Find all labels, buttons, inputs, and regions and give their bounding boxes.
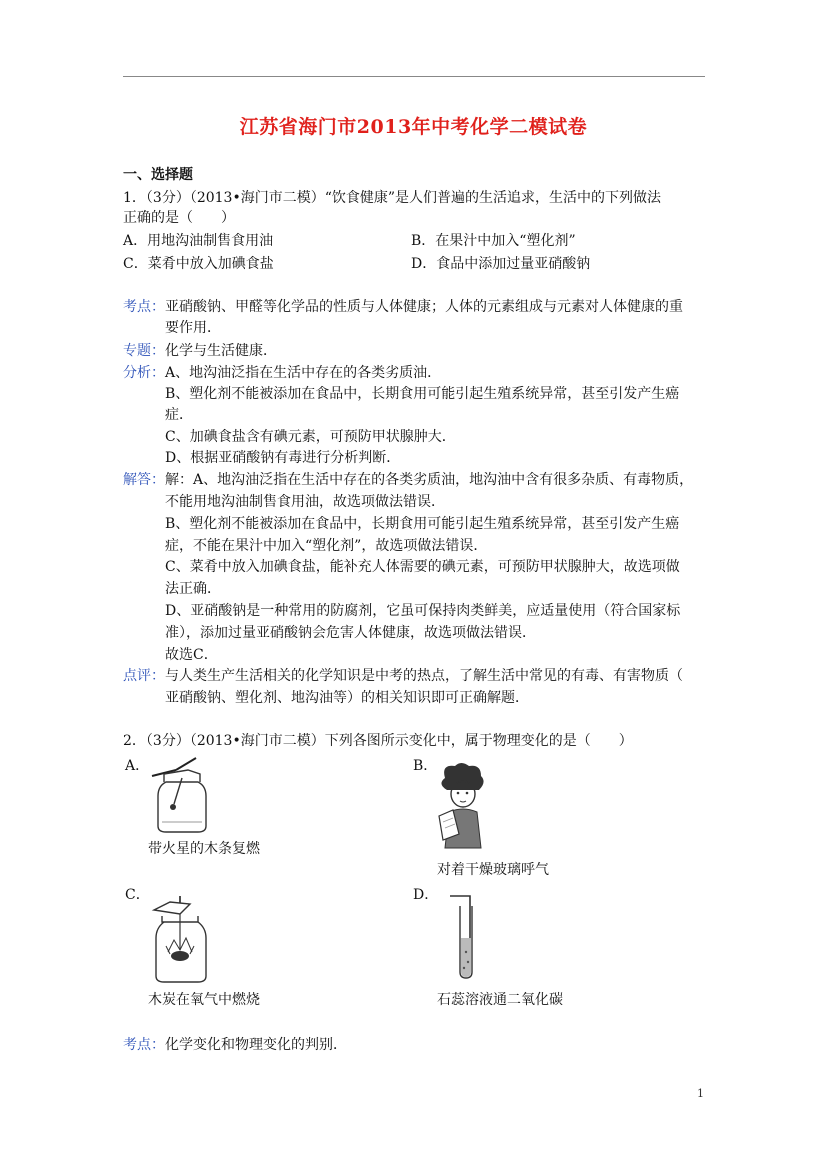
q2-option-c-letter: C．: [125, 887, 150, 903]
q1-stem-line2: 正确的是（ ）: [123, 210, 235, 226]
q1-fenxi-line3: 症．: [165, 407, 193, 423]
litmus-test-tube-illustration: [448, 892, 488, 980]
q1-fenxi-line5: D、根据亚硝酸钠有毒进行分析判断．: [165, 450, 401, 466]
q2-kaodian: 化学变化和物理变化的判别．: [165, 1037, 347, 1053]
q2-option-b-letter: B．: [413, 758, 438, 774]
q1-jieda-line6: 法正确．: [165, 581, 221, 597]
q1-stem-line1: 1．（3分）（2013•海门市二模）“饮食健康”是人们普遍的生活追求，生活中的下列做法: [123, 190, 662, 206]
page-title: 江苏省海门市2013年中考化学二模试卷: [239, 116, 588, 138]
q1-jieda-line4: 症，不能在果汁中加入“塑化剂”，故选项做法错误．: [165, 538, 488, 554]
jar-glowing-splint-illustration: [148, 756, 216, 834]
q1-option-b: B．在果汁中加入“塑化剂”: [411, 233, 576, 249]
q1-jieda-label: 解答：: [123, 472, 165, 488]
q1-jieda-line5: C、菜肴中放入加碘食盐，能补充人体需要的碘元素，可预防甲状腺肿大，故选项做: [165, 559, 680, 575]
q1-zhuanti-label: 专题：: [123, 343, 165, 359]
q2-option-b-caption: 对着干燥玻璃呼气: [437, 862, 549, 878]
q1-fenxi-line2: B、塑化剂不能被添加在食品中，长期食用可能引起生殖系统异常，甚至引发产生癌: [165, 386, 680, 402]
q2-option-a-letter: A．: [125, 758, 150, 774]
q2-option-d-letter: D．: [413, 887, 439, 903]
q1-fenxi-line4: C、加碘食盐含有碘元素，可预防甲状腺肿大．: [165, 429, 456, 445]
q1-kaodian-label: 考点：: [123, 299, 165, 315]
q1-jieda-line3: B、塑化剂不能被添加在食品中，长期食用可能引起生殖系统异常，甚至引发产生癌: [165, 516, 680, 532]
q1-kaodian-line1: 亚硝酸钠、甲醛等化学品的性质与人体健康；人体的元素组成与元素对人体健康的重: [165, 299, 683, 315]
q2-stem: 2．（3分）（2013•海门市二模）下列各图所示变化中，属于物理变化的是（ ）: [123, 733, 633, 749]
section-heading: 一、选择题: [123, 167, 193, 183]
q2-option-d-caption: 石蕊溶液通二氧化碳: [437, 992, 563, 1008]
q1-kaodian-line2: 要作用．: [165, 320, 221, 336]
q1-jieda-line9: 故选C．: [165, 647, 218, 663]
q1-fenxi-line1: A、地沟油泛指在生活中存在的各类劣质油．: [165, 365, 442, 381]
girl-breathing-on-glass-illustration: [435, 760, 491, 852]
q2-option-c-caption: 木炭在氧气中燃烧: [148, 992, 260, 1008]
q1-option-a: A．用地沟油制售食用油: [123, 233, 274, 249]
q1-option-d: D．食品中添加过量亚硝酸钠: [411, 256, 591, 272]
header-rule: [123, 76, 705, 77]
q1-dianping-label: 点评：: [123, 668, 165, 684]
q1-dianping-line2: 亚硝酸钠、塑化剂、地沟油等）的相关知识即可正确解题．: [165, 690, 529, 706]
q1-dianping-line1: 与人类生产生活相关的化学知识是中考的热点，了解生活中常见的有毒、有害物质（: [165, 668, 683, 684]
q1-jieda-line1: 解：A、地沟油泛指在生活中存在的各类劣质油，地沟油中含有很多杂质、有毒物质，: [165, 472, 694, 488]
q1-fenxi-label: 分析：: [123, 365, 165, 381]
q1-option-c: C．菜肴中放入加碘食盐: [123, 256, 274, 272]
page-number: 1: [697, 1087, 704, 1100]
charcoal-burning-in-oxygen-illustration: [150, 896, 212, 984]
q1-jieda-line2: 不能用地沟油制售食用油，故选项做法错误．: [165, 494, 445, 510]
q2-kaodian-label: 考点：: [123, 1037, 165, 1053]
q2-option-a-caption: 带火星的木条复燃: [148, 841, 260, 857]
q1-jieda-line8: 准），添加过量亚硝酸钠会危害人体健康，故选项做法错误．: [165, 625, 536, 641]
q1-zhuanti: 化学与生活健康．: [165, 343, 277, 359]
q1-jieda-line7: D、亚硝酸钠是一种常用的防腐剂，它虽可保持肉类鲜美，应适量使用（符合国家标: [165, 603, 681, 619]
